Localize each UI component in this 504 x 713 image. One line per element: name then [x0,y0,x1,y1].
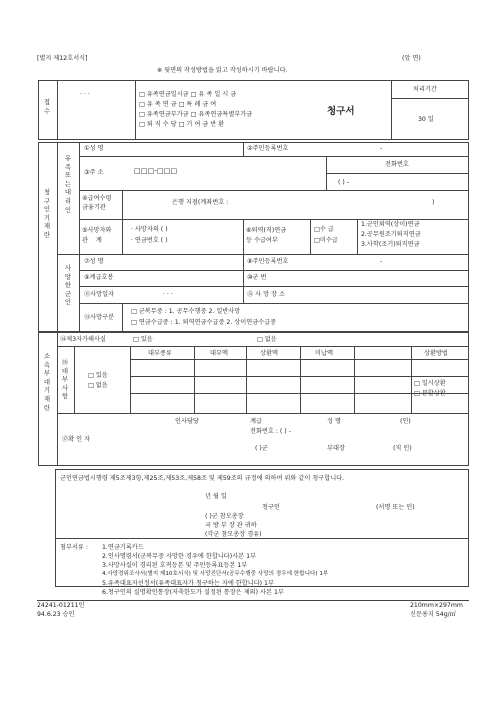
deceased-name-label: ⑦성 명 [84,258,104,265]
recipient-chief: ( )군 참모총장 [205,513,244,520]
attachment-item: 3.사망사실이 경리된 호적등본 및 주민등록표등본 1부 [102,562,248,569]
loan-header-amount: 대부액 [210,350,228,357]
relation-label: ⑤사망자와 관 계 [82,227,112,244]
form-code: 24241-01211민 [37,602,85,609]
officer-name-label: 성 명 [327,418,341,425]
relation-line[interactable]: · 사망자의 ( ) [131,226,168,233]
survivor-sub-label: 유족또는대리인 [64,154,72,214]
pension-number-line[interactable]: · 연금번호 ( ) [131,237,168,244]
attachment-item: 4.사망경위조사서(별지 제10호서식) 및 사망진단서(공무수행중 사망의 경우에 한합니다) 1부 [102,571,329,577]
loan-header-unpaid: 미납액 [315,350,333,357]
death-type-option[interactable]: □ 연금수급중 : 1. 퇴역연금수급중 2. 상이연금수급중 [131,319,277,326]
paper-size: 210mm×297mm [410,602,463,609]
attachment-item: 1.연금기록카드 [102,544,144,551]
notice-text: ※ 뒷면의 작성방법을 읽고 작성하시기 바랍니다. [157,67,288,74]
recipient-minister: 국 방 부 장 관 귀하 [205,522,257,529]
pension-type: 2.공무원조기퇴직연금 [361,231,421,238]
bank-close-paren: ) [432,199,435,206]
rank-label: ⑨계급호봉 [84,274,114,281]
death-type-option[interactable]: □ 군복무중 : 1. 공무수행중 2. 일반사망 [131,308,241,315]
form-title: 청구서 [327,106,355,117]
reception-box [38,80,469,140]
reception-label: 접수 [43,98,51,115]
officer-rank-label: 계급 [250,418,262,425]
loan-yes[interactable]: □ 있음 [88,372,108,379]
commander-label: 부대장 [327,445,345,452]
claimant-name-label: ①성 명 [84,145,104,152]
third-party-no[interactable]: □ 없음 [257,336,277,343]
repay-lump-sum[interactable]: □ 일시상환 [414,380,446,387]
postal-code-boxes[interactable]: □□□-□□□ [134,166,178,175]
claimant-sign-seal[interactable]: (서명 또는 인) [376,504,415,511]
claimant-address-label: ③주 소 [84,169,104,176]
processing-period-label: 처리기간 [413,86,437,93]
recipient-via: (각군 참모총장 경유) [205,531,262,538]
loan-label: ⑯대부사항 [61,358,69,401]
phone-format[interactable]: ( ) - [338,179,349,186]
attachment-item: 2.인사명령서(군복무중 사망한 경우에 한합니다)사본 1부 [102,553,257,560]
claimant-rrn-dash: - [380,145,383,152]
death-date-dots[interactable]: · · · [163,291,173,298]
deceased-rrn-label: ⑧주민등록번호 [247,258,289,265]
bank-account-text[interactable]: 은행 지점(계좌번호 : [172,199,229,206]
approval-date: 94.6.23 승인 [37,611,75,618]
pension-type: 3.사학(조기)퇴직연금 [361,241,420,248]
confirmer-label: ⑰확 인 자 [62,436,91,443]
attachment-item: 6.청구인의 실명확인통장(저축한도가 설정된 통장은 제외) 사본 1부 [102,589,284,596]
loan-header-repaid: 상환액 [260,350,278,357]
declaration-box [55,469,469,587]
loan-header-type: 대부종류 [148,350,172,357]
reception-date: · · · [80,91,90,98]
third-party-label: ⑭제3자가해사실 [60,336,106,343]
claim-type-option[interactable]: □ 유족연금일시금 □ 유 족 일 시 금 [139,91,237,98]
death-type-label: ⑬사망구분 [84,314,115,321]
deceased-rrn-dash: - [380,258,383,265]
deceased-sub-label: 사망한군인 [64,264,72,307]
death-date-label: ⑪사망일자 [84,291,115,298]
retire-option-receiving[interactable]: □수 급 [314,226,334,233]
unit-name[interactable]: ( )군 [255,445,268,452]
processing-period-value: 30 일 [418,116,434,123]
claimant-rrn-label: ②주민등록번호 [247,145,289,152]
paper-type: 신문용지 54g/㎡ [410,611,456,618]
bank-label: ④급여수령 금융기관 [82,195,112,211]
commander-seal: (직 인) [393,445,412,452]
officer-seal: (인) [400,418,411,425]
declaration-text: 군인연금법시행령 제5조제3항,제25조,제53조,제58조 및 제59조의 규정에 의하여 위와 같이 청구합니다. [60,475,345,482]
attachments-label: 첨부서류 : [60,544,88,551]
loan-no[interactable]: □ 없음 [88,382,108,389]
loan-header-method: 상환방법 [424,350,448,357]
military-section-label: 소속부대기재란 [43,352,51,412]
pension-type: 1.군인퇴역(상이)연금 [361,221,420,228]
claimant-section-label: 청구인기재란 [43,188,51,239]
attachment-item: 5.유족대표자선정서(유족대표자가 청구하는 자에 한합니다) 1부 [102,580,274,587]
officer-phone[interactable]: 전화번호 : ( ) - [250,428,291,435]
third-party-yes[interactable]: □ 있음 [133,336,153,343]
declaration-date[interactable]: 년 월 일 [205,493,227,500]
form-number: [별지 제12호서식] [37,55,88,62]
claim-type-option[interactable]: □ 유족연금부가금 □ 유족연금특별부가금 [139,111,253,118]
phone-label: 전화번호 [385,161,409,168]
officer-label: 인사담당 [175,418,199,425]
claim-type-option[interactable]: □ 퇴 직 수 당 □ 기 여 금 반 환 [139,121,225,128]
claimant-sign-label: 청구인 [262,504,280,511]
repay-installment[interactable]: □ 분할상환 [414,390,446,397]
service-number-label: ⑩군 번 [247,274,267,281]
death-place-label: ⑮ 사 망 장 소 [247,291,285,298]
claim-type-option[interactable]: □ 유 족 연 금 □ 특 례 금 여 [139,101,217,108]
retire-option-not-receiving[interactable]: □미수급 [314,237,338,244]
page-side: (앞 면) [402,55,421,62]
retire-pension-label: ⑥퇴역(직)연금 등 수급여부 [246,227,287,244]
